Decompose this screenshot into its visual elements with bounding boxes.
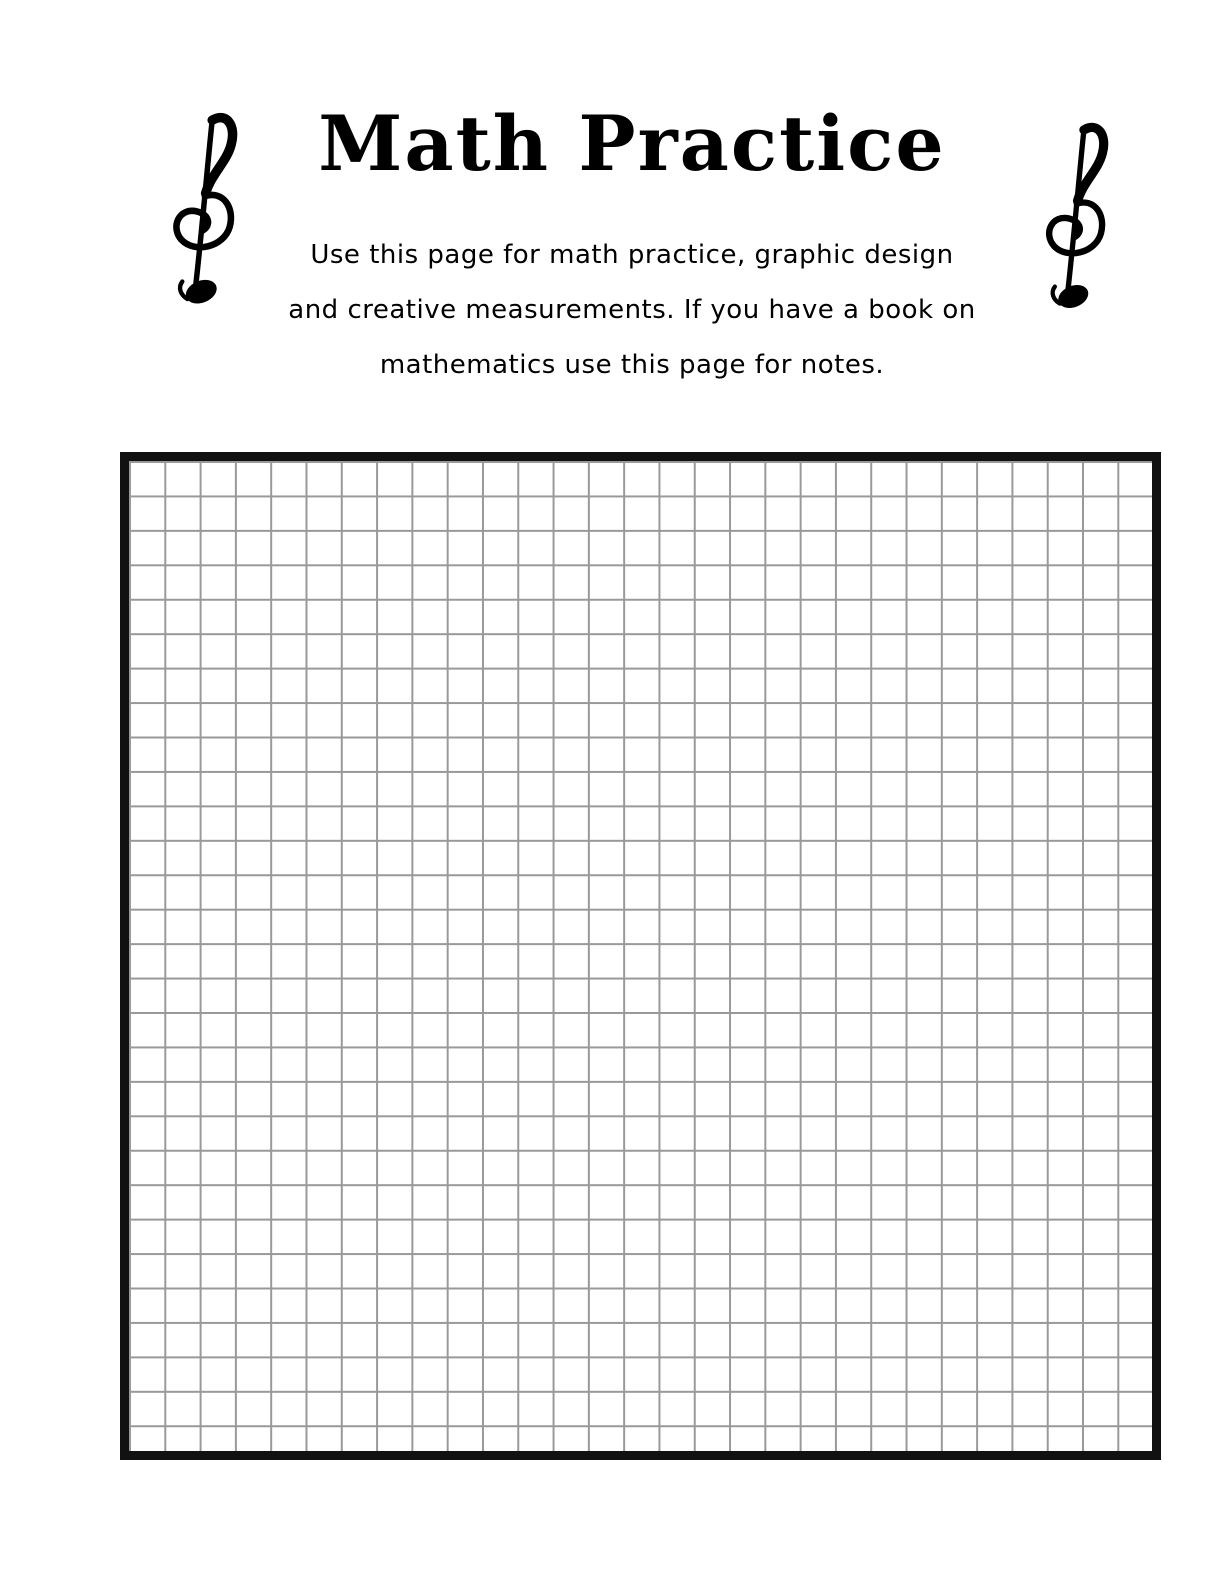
treble-clef-icon <box>1038 120 1110 322</box>
header <box>0 0 1224 440</box>
page-title: Math Practice <box>318 99 946 188</box>
graph-paper-grid <box>120 452 1161 1460</box>
instructions-line-1: Use this page for math practice, graphic design <box>310 240 954 270</box>
instructions-line-2: and creative measurements. If you have a book on <box>288 295 976 325</box>
instructions-line-3: mathematics use this page for notes. <box>379 350 885 380</box>
